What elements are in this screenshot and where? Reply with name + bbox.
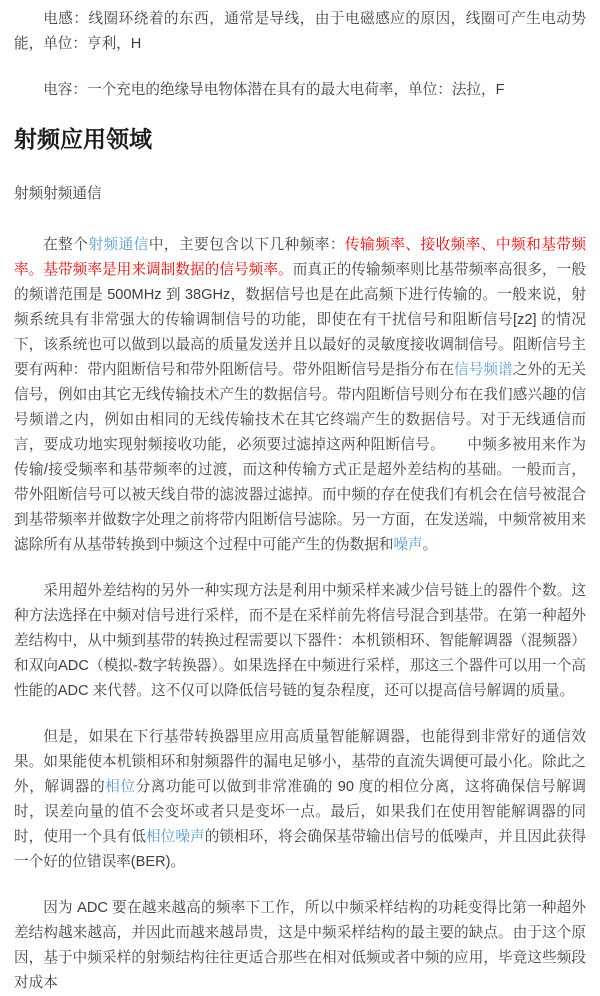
text-run: 中，主要包含以下几种频率： xyxy=(148,237,346,253)
highlight-frequency-types: 传输频率、接收频率、中频和基带频率。基带频率是用来调制数据的信号频率。 xyxy=(14,237,586,278)
section-subheading: 射频射频通信 xyxy=(14,186,102,202)
paragraph-demodulator xyxy=(14,725,586,875)
definition-inductance: 电感：线圈环绕着的东西，通常是导线，由于电磁感应的原因，线圈可产生电动势能，单位：亨利，H xyxy=(14,11,586,52)
link-signal-spectrum[interactable]: 信号频谱 xyxy=(454,362,513,378)
text-run: 采用超外差结构的另外一种实现方法是利用中频采样来减少信号链上的器件个数。这种方法选择在中频对信号进行采样，而不是在采样前先将信号混合到基带。在第一种超外差结构中，从中频到基带的转换过程需要以下器件：本机锁相环、智能解调器（混频器）和双向ADC（模拟-数字转换器）。如果选择在中频进行采样，那这三个器件可以用一个高性能的ADC 来代替。这不仅可以降低信号链的复杂程度，还可以提高信号解调的质量。 xyxy=(14,583,586,699)
paragraph-adc-cost xyxy=(14,896,586,996)
text-run: 但是，如果在下行基带转换器里应用高质量智能解调器，也能得到非常好的通信效果。如果能使本机锁相环和射频器件的漏电足够小，基带的直流失调便可最小化。除此之外，解调器的 xyxy=(14,729,586,795)
text-run: 在整个 xyxy=(43,237,89,253)
section-heading: 射频应用领域 xyxy=(14,126,152,152)
text-run: 。 xyxy=(422,537,438,553)
text-run: 分离功能可以做到非常准确的 90 度的相位分离，这将确保信号解调时，误差向量的值不会变坏或者只是变坏一点。最后，如果我们在使用智能解调器的同时，使用一个具有低 xyxy=(14,779,586,845)
link-phase[interactable]: 相位 xyxy=(105,779,136,795)
link-rf-communication[interactable]: 射频通信 xyxy=(88,237,149,253)
paragraph-rf-frequencies xyxy=(14,233,586,558)
paragraph-if-sampling xyxy=(14,579,586,704)
link-phase-noise[interactable]: 相位噪声 xyxy=(146,829,205,845)
definition-capacitance: 电容：一个充电的绝缘导电物体潜在具有的最大电荷率，单位：法拉，F xyxy=(43,82,505,98)
text-run: 之外的无关信号，例如由其它无线传输技术产生的数据信号。带内阻断信号则分布在我们感兴趣的信号频谱之内，例如由相同的无线传输技术在其它终端产生的数据信号。对于无线通信而言，要成功地实现射频接收功能，必须要过滤掉这两种阻断信号。 中频多被用来作为传输/接受频率和基带频率的过渡，而这种传输方式正是超外差结构的基础。一般而言，带外阻断信号可以被天线自带的滤波器过滤掉。而中频的存在使我们有机会在信号被混合到基带频率并做数字处理之前将带内阻断信号滤除。另一方面，在发送端，中频常被用来滤除所有从基带转换到中频这个过程中可能产生的伪数据和 xyxy=(14,362,586,553)
text-run: 的锁相环，将会确保基带输出信号的低噪声，并且因此获得一个好的位错误率(BER)。 xyxy=(14,829,586,870)
link-noise[interactable]: 噪声 xyxy=(393,537,423,553)
text-run: 因为 ADC 要在越来越高的频率下工作，所以中频采样结构的功耗变得比第一种超外差结构越来越高，并因此而越来越昂贵，这是中频采样结构的最主要的缺点。由于这个原因，基于中频采样的射频结构往往更适合那些在相对低频或者中频的应用，毕竟这些频段对成本 xyxy=(14,900,586,991)
text-run: 而真正的传输频率则比基带频率高很多，一般的频谱范围是 500MHz 到 38GHz，数据信号也是在此高频下进行传输的。一般来说，射频系统具有非常强大的传输调制信号的功能，即使在有干扰信号和阻断信号[z2] 的情况下，该系统也可以做到以最高的质量发送并且以最好的灵敏度接收调制信号。阻断信号主要有两种：带内阻断信号和带外阻断信号。带外阻断信号是指分布在 xyxy=(14,262,586,378)
